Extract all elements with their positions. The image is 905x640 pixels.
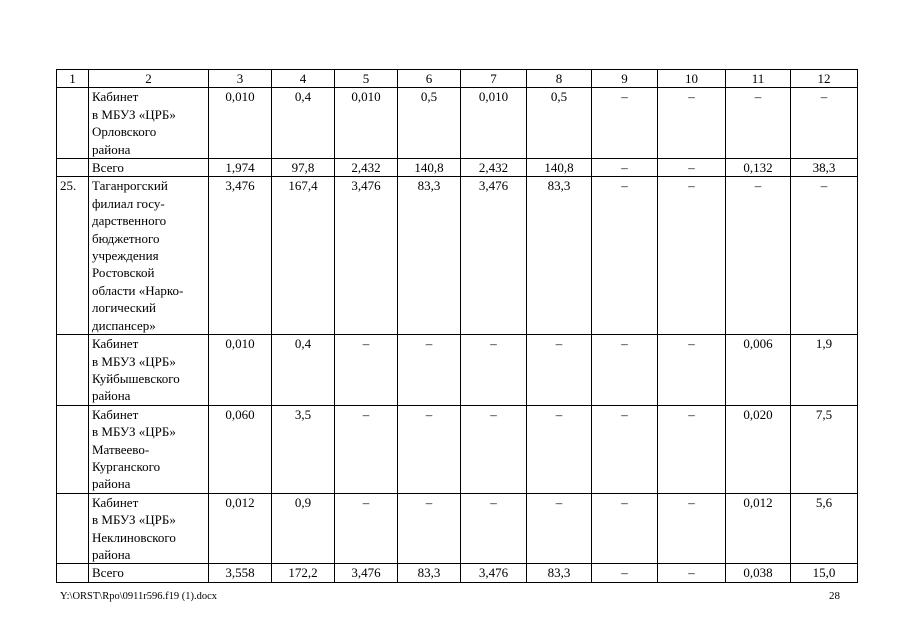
- row-number: [57, 405, 89, 493]
- value-cell: 0,010: [209, 335, 272, 406]
- column-header: 5: [335, 70, 398, 88]
- institution-name: Таганрогский филиал госу- дарственного бюджетного учреждения Ростовской области «Нарко- логический диспансер»: [89, 177, 209, 335]
- value-cell: –: [658, 493, 726, 564]
- column-header: 10: [658, 70, 726, 88]
- value-cell: 83,3: [527, 564, 592, 582]
- value-cell: 0,010: [209, 88, 272, 159]
- value-cell: –: [726, 177, 791, 335]
- column-header: 11: [726, 70, 791, 88]
- value-cell: 0,060: [209, 405, 272, 493]
- row-number: 25.: [57, 177, 89, 335]
- value-cell: 38,3: [791, 159, 858, 177]
- value-cell: 15,0: [791, 564, 858, 582]
- value-cell: 83,3: [398, 177, 461, 335]
- value-cell: –: [527, 493, 592, 564]
- value-cell: 3,476: [461, 177, 527, 335]
- row-number: [57, 493, 89, 564]
- header-row: [57, 70, 858, 88]
- column-header: 2: [89, 70, 209, 88]
- value-cell: 0,012: [209, 493, 272, 564]
- institution-name: Кабинет в МБУЗ «ЦРБ» Неклиновского района: [89, 493, 209, 564]
- value-cell: 5,6: [791, 493, 858, 564]
- value-cell: –: [592, 88, 658, 159]
- table-row: [57, 159, 858, 177]
- row-number: [57, 88, 89, 159]
- value-cell: 0,4: [272, 88, 335, 159]
- value-cell: 3,476: [209, 177, 272, 335]
- column-header: 1: [57, 70, 89, 88]
- value-cell: –: [726, 88, 791, 159]
- value-cell: –: [592, 159, 658, 177]
- value-cell: 0,9: [272, 493, 335, 564]
- column-header: 3: [209, 70, 272, 88]
- value-cell: –: [461, 335, 527, 406]
- value-cell: –: [527, 405, 592, 493]
- value-cell: 3,476: [335, 177, 398, 335]
- value-cell: –: [658, 88, 726, 159]
- value-cell: –: [335, 405, 398, 493]
- value-cell: 97,8: [272, 159, 335, 177]
- column-header: 7: [461, 70, 527, 88]
- value-cell: 140,8: [527, 159, 592, 177]
- column-header: 6: [398, 70, 461, 88]
- page-number: 28: [829, 590, 840, 602]
- value-cell: 0,5: [398, 88, 461, 159]
- value-cell: –: [791, 88, 858, 159]
- value-cell: 7,5: [791, 405, 858, 493]
- value-cell: –: [658, 564, 726, 582]
- value-cell: 0,132: [726, 159, 791, 177]
- value-cell: 3,558: [209, 564, 272, 582]
- footer-file-path: Y:\ORST\Rpo\0911r596.f19 (1).docx: [60, 591, 218, 602]
- value-cell: –: [592, 335, 658, 406]
- value-cell: 0,012: [726, 493, 791, 564]
- row-number: [57, 564, 89, 582]
- value-cell: –: [592, 493, 658, 564]
- value-cell: –: [658, 177, 726, 335]
- value-cell: 83,3: [398, 564, 461, 582]
- table-row: [57, 405, 858, 493]
- table-row: [57, 564, 858, 582]
- value-cell: 3,476: [335, 564, 398, 582]
- value-cell: –: [398, 493, 461, 564]
- value-cell: 167,4: [272, 177, 335, 335]
- value-cell: –: [335, 335, 398, 406]
- value-cell: –: [335, 493, 398, 564]
- value-cell: –: [658, 159, 726, 177]
- value-cell: –: [592, 564, 658, 582]
- data-table: [56, 69, 858, 583]
- value-cell: –: [658, 405, 726, 493]
- value-cell: –: [398, 335, 461, 406]
- column-header: 9: [592, 70, 658, 88]
- table-row: [57, 335, 858, 406]
- column-header: 8: [527, 70, 592, 88]
- value-cell: 0,4: [272, 335, 335, 406]
- value-cell: –: [592, 405, 658, 493]
- row-number: [57, 159, 89, 177]
- value-cell: 2,432: [335, 159, 398, 177]
- row-number: [57, 335, 89, 406]
- value-cell: –: [461, 405, 527, 493]
- institution-name: Всего: [89, 564, 209, 582]
- value-cell: –: [592, 177, 658, 335]
- value-cell: 83,3: [527, 177, 592, 335]
- institution-name: Кабинет в МБУЗ «ЦРБ» Орловского района: [89, 88, 209, 159]
- value-cell: 0,010: [461, 88, 527, 159]
- value-cell: 0,038: [726, 564, 791, 582]
- column-header: 4: [272, 70, 335, 88]
- institution-name: Всего: [89, 159, 209, 177]
- value-cell: 3,476: [461, 564, 527, 582]
- table-row: [57, 177, 858, 335]
- value-cell: –: [527, 335, 592, 406]
- value-cell: 2,432: [461, 159, 527, 177]
- value-cell: 1,9: [791, 335, 858, 406]
- value-cell: 140,8: [398, 159, 461, 177]
- value-cell: 0,5: [527, 88, 592, 159]
- column-header: 12: [791, 70, 858, 88]
- value-cell: 1,974: [209, 159, 272, 177]
- value-cell: –: [461, 493, 527, 564]
- value-cell: 0,020: [726, 405, 791, 493]
- value-cell: –: [658, 335, 726, 406]
- value-cell: –: [791, 177, 858, 335]
- value-cell: 3,5: [272, 405, 335, 493]
- institution-name: Кабинет в МБУЗ «ЦРБ» Матвеево- Курганского района: [89, 405, 209, 493]
- value-cell: 0,006: [726, 335, 791, 406]
- value-cell: –: [398, 405, 461, 493]
- institution-name: Кабинет в МБУЗ «ЦРБ» Куйбышевского района: [89, 335, 209, 406]
- value-cell: 0,010: [335, 88, 398, 159]
- table-row: [57, 88, 858, 159]
- value-cell: 172,2: [272, 564, 335, 582]
- table-row: [57, 493, 858, 564]
